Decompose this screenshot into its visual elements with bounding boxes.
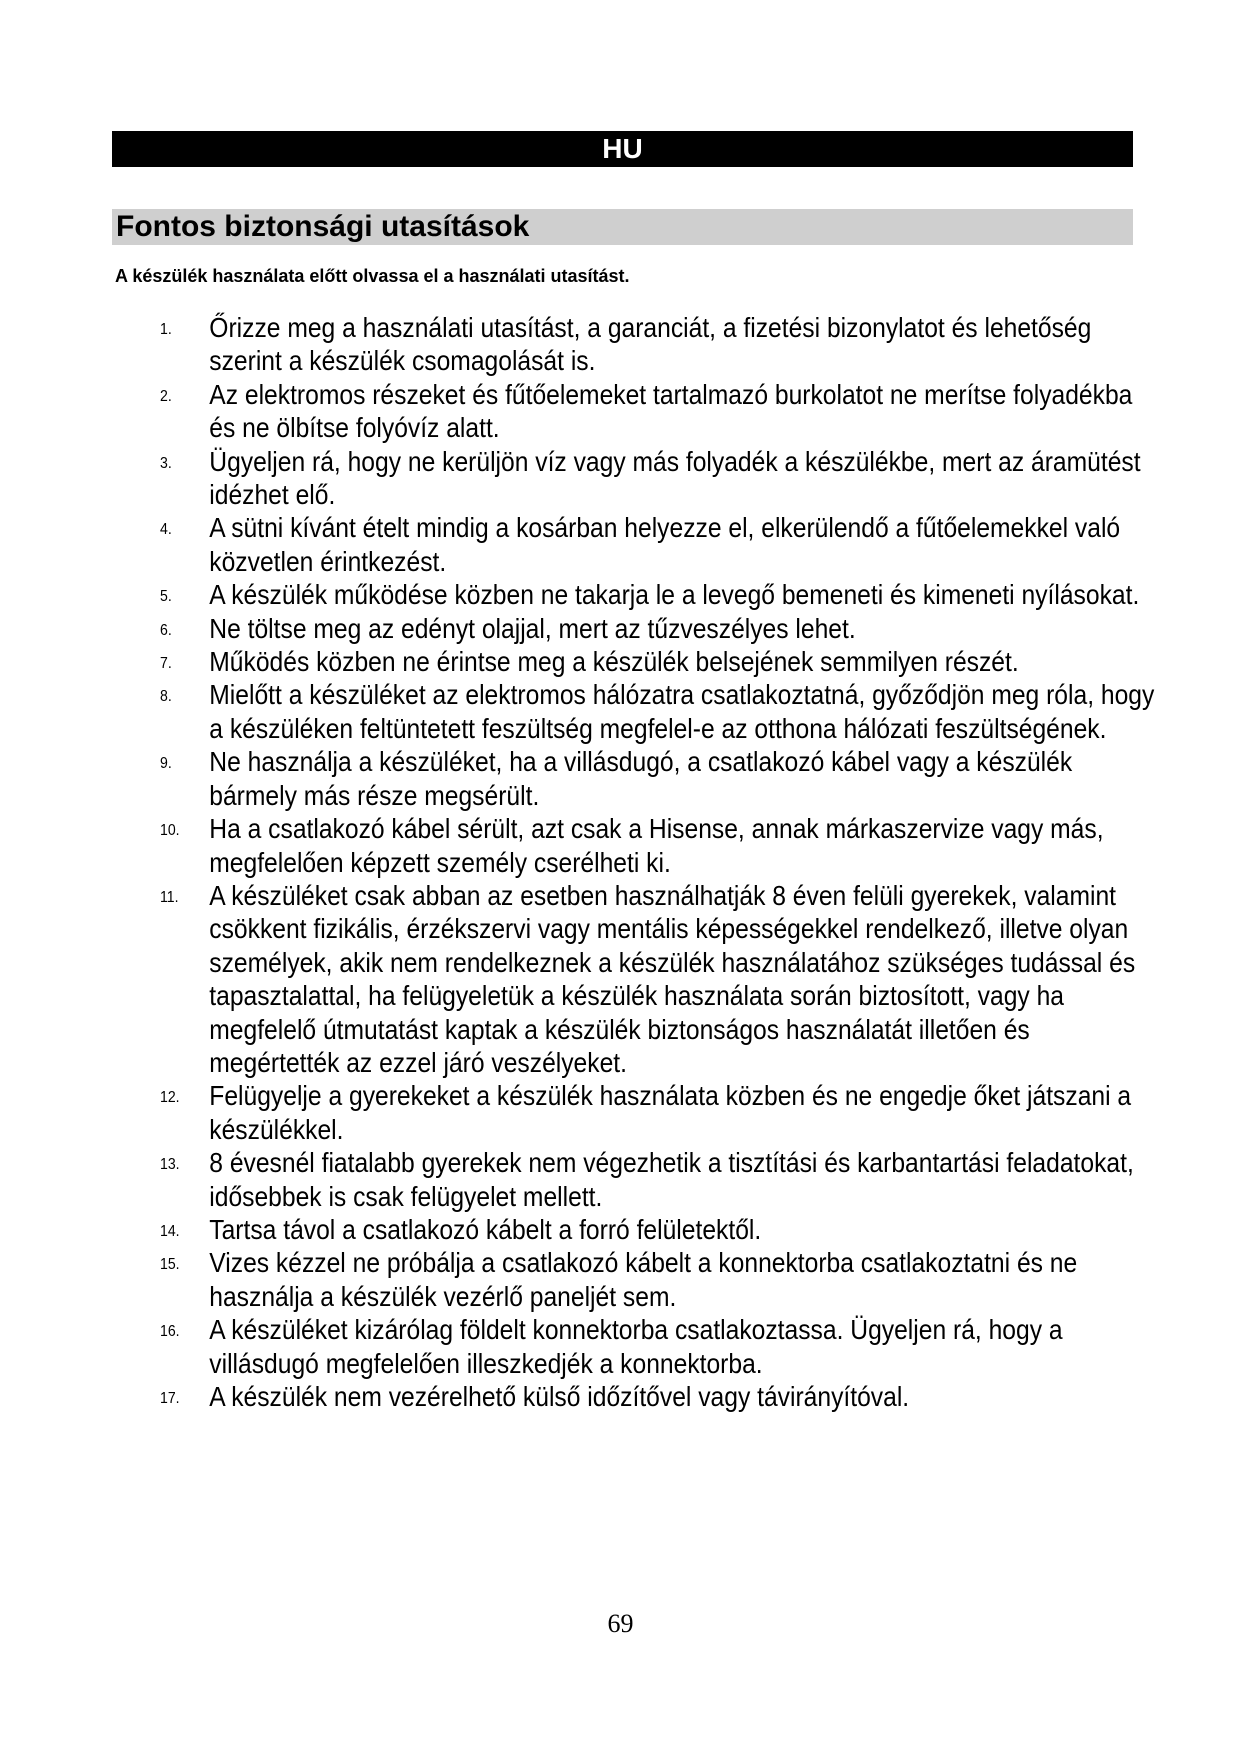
safety-instructions-list (160, 311, 1155, 1413)
item-number: 14. (160, 1222, 180, 1240)
list-item (160, 678, 1161, 745)
item-number: 5. (160, 588, 172, 606)
list-item (160, 578, 1161, 611)
item-text: 8 évesnél fiatalabb gyerekek nem végezhetik a tisztítási és karbantartási feladatokat, idősebbek is csak felügyelet mellett. (209, 1147, 1134, 1212)
item-number: 2. (160, 387, 172, 405)
item-number: 9. (160, 755, 172, 773)
language-header-bar: HU (112, 131, 1133, 167)
item-number: 10. (160, 822, 180, 840)
item-text: Működés közben ne érintse meg a készülék belsejének semmilyen részét. (209, 646, 1019, 678)
item-text: Ne töltse meg az edényt olajjal, mert az tűzveszélyes lehet. (209, 612, 856, 644)
item-number: 7. (160, 655, 172, 673)
item-number: 6. (160, 621, 172, 639)
list-item (160, 612, 1161, 645)
item-number: 8. (160, 688, 172, 706)
list-item (160, 879, 1161, 1079)
list-item (160, 311, 1161, 378)
list-item (160, 1246, 1161, 1313)
list-item (160, 378, 1161, 445)
item-text: A sütni kívánt ételt mindig a kosárban helyezze el, elkerülendő a fűtőelemekkel való közvetlen érintkezést. (209, 512, 1121, 577)
list-item (160, 511, 1161, 578)
item-number: 4. (160, 521, 172, 539)
item-text: A készülék nem vezérelhető külső időzítővel vagy távirányítóval. (209, 1381, 910, 1412)
item-number: 17. (160, 1390, 180, 1407)
item-number: 3. (160, 454, 172, 472)
list-item (160, 812, 1161, 879)
item-text: Őrizze meg a használati utasítást, a garanciát, a fizetési bizonylatot és lehetőség szerint a készülék csomagolását is. (209, 312, 1092, 377)
list-item (160, 1079, 1161, 1146)
list-item (160, 1313, 1161, 1380)
item-number: 11. (160, 888, 179, 906)
item-text: Tartsa távol a csatlakozó kábelt a forró felületektől. (209, 1213, 762, 1245)
item-text: Az elektromos részeket és fűtőelemeket tartalmazó burkolatot ne merítse folyadékba és ne ölbítse folyóvíz alatt. (209, 378, 1133, 444)
item-text: Ha a csatlakozó kábel sérült, azt csak a Hisense, annak márkaszervize vagy más, megfelelően képzett személy cserélheti ki. (209, 813, 1104, 878)
page-number: 69 (607, 1609, 634, 1638)
item-text: A készüléket kizárólag földelt konnektorba csatlakoztassa. Ügyeljen rá, hogy a villásdugó megfelelően illeszkedjék a konnektorba. (209, 1314, 1063, 1379)
item-text: Felügyelje a gyerekeket a készülék használata közben és ne engedje őket játszani a készülékkel. (209, 1080, 1132, 1145)
list-item (160, 1380, 1161, 1413)
list-item (160, 445, 1161, 512)
item-number: 12. (160, 1089, 180, 1107)
item-text: A készüléket csak abban az esetben használhatják 8 éven felüli gyerekek, valamint csökkent fizikális, érzékszervi vagy mentális képességekkel rendelkező, illetve olyan személyek, akik nem rendelkeznek a készülék használatához szükséges tudással és tapasztalattal, ha felügyeletük a készülék használata során biztosított, vagy ha megfelelő útmutatást kaptak a készülék biztonságos használatát illetően és megértették az ezzel járó veszélyeket. (209, 879, 1136, 1078)
list-item (160, 645, 1161, 678)
list-item (160, 1146, 1161, 1213)
list-item (160, 1213, 1161, 1246)
item-text: A készülék működése közben ne takarja le a levegő bemeneti és kimeneti nyílásokat. (209, 579, 1140, 611)
item-text: Mielőtt a készüléket az elektromos hálózatra csatlakoztatná, győződjön meg róla, hogy a készüléken feltüntetett feszültség megfelel-e az otthona hálózati feszültségének. (209, 679, 1155, 744)
intro-text: A készülék használata előtt olvassa el a használati utasítást. (115, 266, 630, 286)
list-item (160, 745, 1161, 812)
item-number: 1. (160, 321, 172, 338)
item-text: Ügyeljen rá, hogy ne kerüljön víz vagy más folyadék a készülékbe, mert az áramütést idézhet elő. (209, 445, 1141, 511)
section-title: Fontos biztonsági utasítások (112, 209, 1133, 245)
item-text: Vizes kézzel ne próbálja a csatlakozó kábelt a konnektorba csatlakoztatni és ne használja a készülék vezérlő paneljét sem. (209, 1247, 1078, 1312)
item-number: 15. (160, 1256, 180, 1274)
item-number: 13. (160, 1156, 180, 1174)
item-number: 16. (160, 1323, 180, 1341)
item-text: Ne használja a készüléket, ha a villásdugó, a csatlakozó kábel vagy a készülék bármely más része megsérült. (209, 746, 1073, 811)
